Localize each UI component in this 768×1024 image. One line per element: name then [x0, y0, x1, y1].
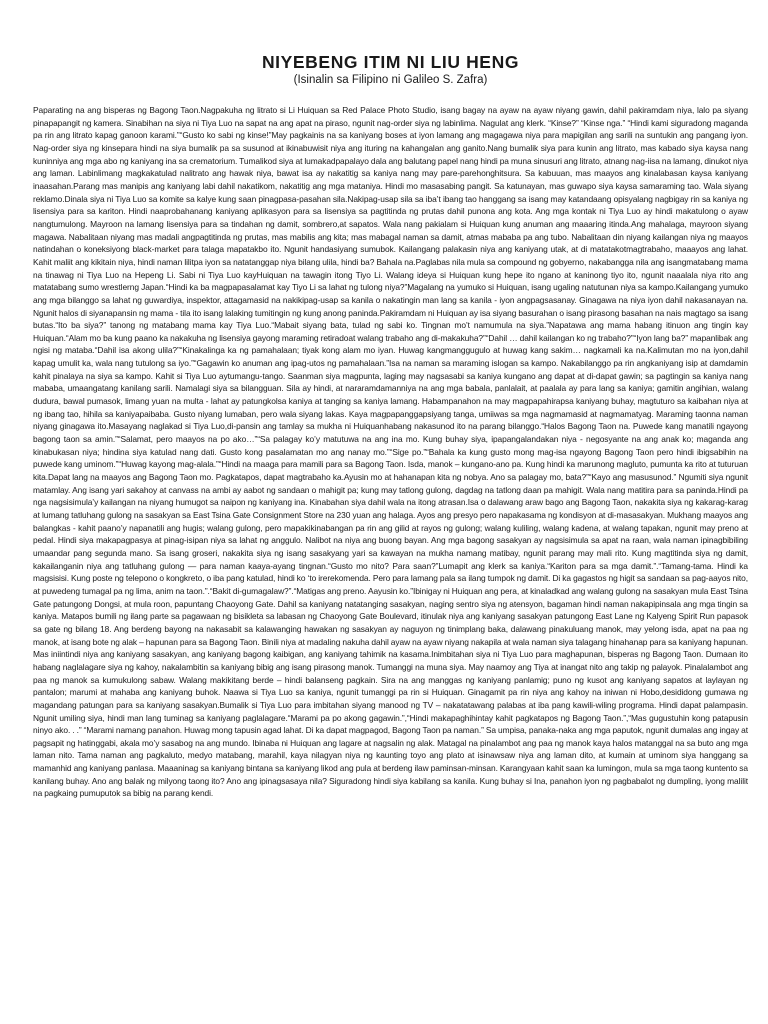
- document-title: NIYEBENG ITIM NI LIU HENG: [261, 52, 520, 72]
- document-body: Paparating na ang bisperas ng Bagong Taon.Nagpakuha ng litrato si Li Huiquan sa Red Palace Photo Studio, isang bagay na ayaw na ayaw niyang gawin, dahil pakiramdam niya, lalo pa siyang pinapapangit ng kamera. Sinabihan na siya ni Tiya Luo na sapat na ang apat na piraso, ngunit nag-order siya ng labinlima. Nagulat ang klerk. “Kinse?” “Kinse nga.” “Hindi kami siguradong maganda pa rin ang litrato kapag ganoon karami.”“Gusto ko sabi ng kinse!”May pagkainis na sa kaniyang boses at iyon lamang ang magagawa niya para mapigilan ang sarili na suntukin ang pangang iyon. Nag-order siya ng kinsepara hindi na siya bumalik pa sa susunod at ikinabuwisit niya ang ituring na kahangalan ang ganito.Nang bumalik siya para kunin ang litrato, mas kabado siya kaysa nang kuninniya ang mga abo ng kaniyang ina sa crematorium. Tumalikod siya at lumakadpapalayo dala ang balutang papel nang hindi pa muna sinusuri ang litrato, atnang nag-iisa na lamang, dinukot niya ang laman. Labinlimang magkakatulad nalitrato ang hawak niya, bawat isa ay nakatitig sa kaniya nang may pare-parehonghitsura. Sa kabuuan, mas maayos ang kinalabasan kaysa kaniyang inaasahan.Parang mas manipis ang kaniyang labi dahil nakatikom, nakatitig ang mga mataniya. Hindi mo masasabing pangit. Sa katunayan, mas guwapo siya kaysa samaraming tao. Wala siyang reklamo.Dinala siya ni Tiya Luo sa komite sa kalye kung saan pinagpasa-pasahan sila.Nakipag-usap sila sa iba’t ibang tao hanggang sa isang may katandaang opisyalang nagbigay rin sa kaniya ng lisensiya para sa kariton. Hindi naaprobahanang kaniyang aplikasyon para sa lisensiya sa pagtitinda ng prutas dahil punona ang kota. Ang mga kontak ni Tiya Luo ay hindi makatulong o ayaw nangtumulong. Mayroon na lamang lisensiya para sa tindahan ng damit, sombrero,at sapatos. Wala nang pakialam si Huiquan kung anuman ang maaaring itinda.Ang mahalaga, mayroon siyang magawa. Nabalitaan niyang mas madali angpagtitinda ng prutas, mas mabilis ang kita; mas mabagal naman sa damit, atmas mababa pa ang tubo. Nabalitaan din niyang kailangan niya ng maayos natindahan o koneksiyong black-market para talaga mapatakbo ito. Ngunit handasiyang sumubok. Kailangang palakasin niya ang kaniyang utak, at di matatakotmagtrabaho, maaayos ang lahat. Kahit maliit ang kikitain niya, hindi naman lilitpa iyon sa natatanggap niya bilang ulila, hindi ba? Bahala na.Paglabas nila mula sa compound ng gobyerno, nakabangga nila ang isangmatabang mama na tinawag ni Tiya Luo na Hepeng Li. Sabi ni Tiya Luo kayHuiquan na tawagin itong Tiyo Li. Walang ideya si Huiquan kung hepe ito ngano at kaninong tiyo ito, ngunit naaalala niya rito ang matatabang sumo wrestlerng Japan.“Hindi ka ba magpapasalamat kay Tiyo Li sa lahat ng tulong niya?”Magalang na yumuko si Huiquan, isang ugaling natutunan niya sa kampo.Kailangang yumuko ang mga bilanggo sa lahat ng guwardiya, inspektor, attagamasid na nakikipag-usap sa kanila o nakatingin man lang sa kanila - iyon angpagsasanay. Ginagawa na niya iyon dahil nakasanayan na. Ngunit halos di siyanapansin ng mama - tila ito isang lalaking tumitingin ng kung anong paninda.Pakiramdam ni Huiquan ay isa siyang basurahan o isang pirasong basahan na nais magtago sa isang butas.“Ito ba siya?” tanong ng matabang mama kay Tiya Luo.“Mabait siyang bata, tulad ng sabi ko. Tingnan mo’t namumula na siya.”Napatawa ang mama habang itinuon ang tingin kay Huiquan.“Alam mo ba kung paano ka nakakuha ng lisensiya gayong maraming retiradoat walang trabaho ang di-makakuha?”“Dahil … dahil kailangan ko ng trabaho?”“Iyon lang ba?” mapanlibak ang ngisi ng mataba.“Dahil isa akong ulila?”“Kinakalinga ka ng pamahalaan; tiyak kong alam mo iyan. Huwag kangmanggugulo at huwag kang sakim… nagkamali ka na.Kalimutan mo na iyon,dahil kapag umulit ka, wala nang tutulong sa iyo.”“Gagawin ko anuman ang ipag-utos ng pamahalaan.”Isa na naman sa maraming islogan sa kampo. Nakabilanggo pa rin angkaniyang isip at damdamin kahit pinalaya na siya sa kampo. Kahit si Tiya Luo aytumangu-tango. Saanman siya magpunta, laging may nagsasabi sa kaniya kungano ang dapat at di-dapat gawin; sa pagtingin sa kaniya nang mababa, umaangatang kanilang sarili. Namalagi siya sa bilangguan. Sila ay hindi, at nararamdamanniya na ang mga babala, panlalait, at paalala ay para lang sa kaniya; gamitin angihian, walang dudura, bawal pumasok, limang yuan na multa - lahat ay patungkolsa kaniya at tanging sa kaniya lamang. Habampanahon na may magpapahirapsa kaniyang buhay, magtuturo sa kaibahan niya at ng ibang tao, hihila sa kaniyapaibaba. Gusto niyang lumaban, pero wala siyang lakas. Kaya magpapanggapsiyang tanga, umiiwas sa mga nagmamasid at nagmamatyag. Maraming taonna naman niyang ginagawa ito.Masayang naglakad si Tiya Luo,di-pansin ang tamlay sa mukha ni Huiquanhabang nakasunod ito na parang bilanggo.“Halos Bagong Taon na. Puwede kang manatili ngayong bagong taon sa amin.”“Salamat, pero maayos na po ako…”“Sa palagay ko’y matutuwa na ang ina mo. Kung buhay siya, ipapangalandakan niya - negosyante na ang anak ko; maganda ang kinabukasan niya; hindina siya katulad nang dati. Gusto kong pasalamatan mo ang nanay mo.”“Sige po.”“Bahala ka kung gusto mong mag-isa ngayong Bagong Taon pero hindi ibigsabihin na puwede kang uminom.”“Huwag kayong mag-alala.”“Hindi na maaga para mamili para sa Bagong Taon. Isda, manok – kungano-ano pa. Kung hindi ka marunong magluto, pumunta ka rito at tuturuan kita.Dapat lang na maayos ang Bagong Taon mo. Pagkatapos, dapat magtrabaho ka.Ayusin mo at hahanapan kita ng nobya. Ano sa palagay mo, bata?”“Kayo ang masusunod.” Ngumiti siya ngunit matamlay. Ang isang yari sakahoy at canvass na ambi ay aabot ng sandaan o mahigit pa; kung may tatlong gulong, dagdag na tatlong daan pa mahigit. Wala nang matitira para sa paninda.Hindi pa nga nagsisimula’y kailangan na niyang humugot sa naipon ng kaniyang ina. Kinabahan siya dahil wala na itong atrasan.Isa o dalawang araw bago ang Bagong Taon, nakakita siya ng kakarag-karag at lumang tatluhang gulong na sasakyan sa East Tsina Gate Consignment Store na 230 yuan ang halaga. Ayos ang presyo pero napakasama ng kondisyon at di-masasakyan. Mukhang maayos ang balangkas - kahit paano’y napanatili ang hugis; walang gulong, pero mapakikinabangan pa rin ang gilid at rayos ng gulong; walang kuliling, walang kadena, at walang tapakan, ngunit may preno at pedal. Hindi siya makapagpasya at pinag-isipan niya sa lahat ng anggulo. Nalibot na niya ang buong bayan. Ang mga bagong sasakyan ay nagsisimula sa apat na raan, wala naman ipinagbibiling umaandar pang segunda mano. Sa isang groseri, nakakita siya ng isang sasakyang yari sa kawayan na mukha namang matibay, ngunit parang may mali rito. Kung magtitinda siya ng damit, kakailanganin niya ang tatluhang gulong — para naman kaaya-ayang tingnan.“Gusto mo nito? Para saan?”Lumapit ang klerk sa kaniya.“Kariton para sa mga damit.”.“Tamang-tama. Hindi ka magsisisi. Kung poste ng telepono o kongkreto, o iba pang katulad, hindi ko ‘to irerekomenda. Pero para lamang pala sa ilang tumpok ng damit. Di ka gagastos ng higit sa sandaan sa pag-aayos nito, at puwedeng tumagal pa ng lima, anim na taon.”.“Bakit di-gumagalaw?”.“Matigas ang preno. Aayusin ko.”Ibinigay ni Huiquan ang pera, at kinaladkad ang walang gulong na sasakyan mula East Tsina Gate patungong Dongsi, at mula roon, papuntang Chaoyong Gate. Dahil sa kaniyang natatanging sasakyan, naging sentro siya ng atensyon, bagaman hindi naman nakapipinsala ang mga tingin sa kaniya. Matapos bumili ng ilang parte sa pagawaan ng bisikleta sa labasan ng Chaoyong Gate Boulevard, itinulak niya ang kaniyang sasakyan patungong East Lane ng Kalyeng Spirit Run papasok sa gate ng bilang 18. Ang berdeng bayong na nakasabit sa kalawanging hawakan ng sasakyan ay naguyon ng tinimplang baka, dalawang pinakuluang manok, may yelong isda, apat na paa ng manok, at isang bote ng alak – hapunan para sa Bagong Taon. Binili niya at madaling nakuha dahil ayaw na ayaw niyang nakapila at wala naman siya talagang hinahanap para sa kaniyang hapunan. Mas iniintindi niya ang kaniyang sasakyan, ang kaniyang bagong kaibigan, ang kaniyang tahimik na kasama.Inimbitahan siya ni Tiya Luo para maghapunan, bisperas ng Bagong Taon. Dumaan ito habang naglalagare siya ng kahoy, nakalambitin sa kaniyang bibig ang isang pirasong manok. Tumanggi na muna siya. May naamoy ang Tiya at inangat nito ang takip ng palayok. Pinalalambot ang paa ng manok sa kumukulong sabaw. Walang makikitang berde – hindi balanseng pagkain. Sira na ang manggas ng kaniyang panlamig; puno ng kusot ang kaniyang sapatos at laylayan ng pantalon; marumi at mahaba ang kaniyang buhok. Naawa si Tiya Luo sa kaniya, ngunit tumanggi pa rin si Huiquan. Ginagamit pa rin niya ang kahoy na iniwan ni Hobo,desididong gumawa ng magandang patungan para sa kaniyang sasakyan.Bumalik si Tiya Luo para imbitahan siyang manood ng TV – nakatatawang palabas at iba pang kawili-wiling programa. Hindi dapat palampasin. Ngunit umiling siya, hindi man lang tuminag sa kaniyang paglalagare.“Marami pa po akong gagawin.”,“Hindi makapaghihintay kahit pagkatapos ng Bagong Taon.”,“Mas gugustuhin kong patapusin ninyo ako. . .” “Marami namang panahon. Huwag mong tapusin agad lahat. Di ka dapat magpagod, Bagong Taon pa naman.” Sa umpisa, panaka-naka ang mga paputok, ngunit dumalas ang ingay at pagsapit ng hatinggabi, akala mo’y sasabog na ang mundo. Ibinaba ni Huiquan ang lagare at nagsalin ng alak. Matagal na pinalambot ang paa ng manok kaya halos matanggal na sa buto ang mga laman nito. Tama naman ang pagkaluto, medyo matabang, marahil, kaya nilagyan niya ng kaunting toyo ang plato at isinawsaw niya ang laman dito, at kumain at uminom siya hanggang sa mamanhid ang kaniyang panlasa. Maaaninag sa kaniyang bintana sa kaniyang likod ang pula at berdeng ilaw paminsan-minsan. Karangyaan kahit saan ka lumingon, mula sa mga taong kuntento sa kanilang buhay. Ano ang balak ng milyong taong ito? Ano ang ipinagsasaya nila? Siguradong hindi siya kabilang sa kanila. Kung buhay si Ina, panahon iyon ng pagbabalot ng dumpling, iyong malilit na pagkaing pumuputok sa bibig na parang kendi.: [33, 105, 748, 799]
- document-subtitle: (Isinalin sa Filipino ni Galileo S. Zafra): [293, 74, 488, 86]
